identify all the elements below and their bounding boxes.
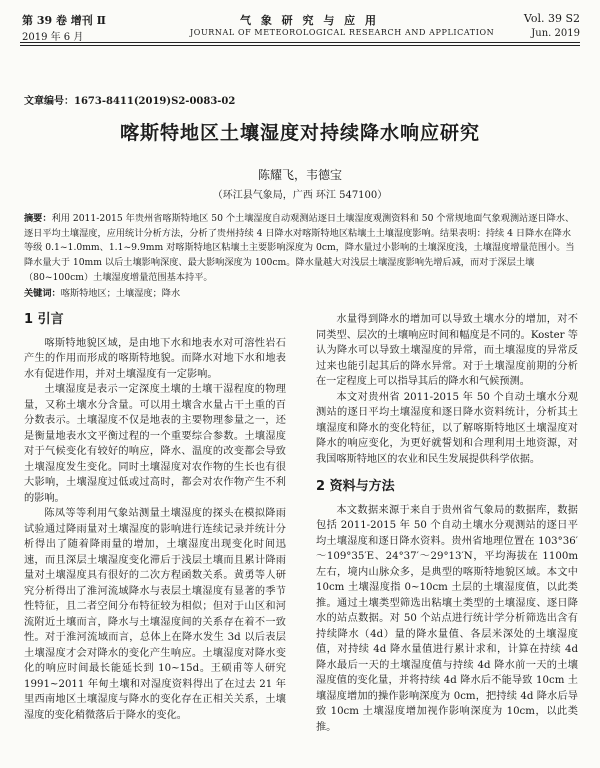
journal-cn: 气 象 研 究 与 应 用: [240, 14, 379, 27]
affiliation: （环江县气象局，广西 环江 547100）: [212, 190, 388, 201]
paragraph: 本文数据来源于来自于贵州省气象局的数据库，数据包括 2011-2015 年 50 个自动土壤水分观测站的逐日平均土壤湿度和逐日降水资料。贵州省地理位置在 103°36′～109°35′E、24°37′～29°13′N，平均海拔在 1100m 左右，境内山脉众多，是典型的喀斯特地貌区域。本文中 10cm 土壤湿度指 0~10cm 土层的土壤湿度值，以此类推。通过土壤类型筛选出粘壤土类型的土壤湿度、逐日降水的站点数据。对 50 个站点进行统计学分析筛选出含有持续降水（4d）量的降水量值、各层米深处的土壤湿度值，对持续 4d 降水量值进行累计求和，计算在持续 4d 降水最后一天的土壤湿度值与持续 4d 降水前一天的土壤湿度值的变化量，并将持续 4d 降水后不能导致 10cm 土壤湿度增加的操作影响深度为 0cm，把持续 4d 降水后导致 10cm 土壤湿度增加视作影响深度为 10cm，以此类推。: [316, 504, 578, 733]
authors: 陈耀飞，韦德宝: [257, 168, 342, 182]
paragraph: 喀斯特地貌区域，是由地下水和地表水对可溶性岩石产生的作用而形成的喀斯特地貌。而降水对地下水和地表水有促进作用，并对土壤湿度有一定影响。: [24, 337, 286, 380]
keywords-label: 关键词：: [24, 288, 61, 299]
abstract: [24, 212, 580, 286]
paragraph: 土壤湿度是表示一定深度土壤的土壤干湿程度的物理量，又称土壤水分含量。可以用土壤含水量占干土重的百分数表示。土壤湿度不仅是地表的主要物理参量之一，还是衡量地表水文平衡过程的一个重要综合参数。土壤湿度对于气候变化有较好的响应，降水、温度的改变都会导致土壤湿度发生变化。同时土壤湿度对农作物的生长也有很大影响，土壤湿度过低或过高时，都会对农作物产生不利的影响。: [24, 384, 286, 504]
right-column: [316, 312, 578, 735]
paragraph: 本文对贵州省 2011-2015 年 50 个自动土壤水分观测站的逐日平均土壤湿度和逐日降水资料统计，分析其土壤湿度和降水的变化特征，以了解喀斯特地区土壤湿度对降水的响应变化，为更好就誓划和合理利用土地资源，对我国喀斯特地区的农业和民生发展提供科学依据。: [316, 391, 578, 465]
section-gap: [316, 467, 578, 479]
volume-cn: 第 39 卷 增刊 Ⅱ: [22, 14, 106, 27]
article-number: 文章编号：1673-8411(2019)S2-0083-02: [24, 96, 236, 107]
header-rule-thick: [20, 42, 580, 43]
paper-title: 喀斯特地区土壤湿度对持续降水响应研究: [119, 122, 480, 144]
header-rule-thin: [20, 45, 580, 46]
running-header: [0, 0, 600, 64]
left-column: [24, 312, 286, 723]
paragraph: 陈凤等等利用气象站测量土壤湿度的探头在模拟降雨试验通过降雨量对土壤湿度的影响进行连续记录并统计分析得出了随着降雨量的增加，土壤湿度出现变化时间迅速，而且深层土壤湿度变化滞后于浅层土壤而且累计降雨量对土壤湿度具有很好的二次方程函数关系。黄勇等人研究分析得出了淮河流域降水与表层土壤湿度有显著的季节性特征，且二者空间分布特征较为相似；但对于山区和河流附近土壤而言，降水与土壤湿度间的关系存在着不一致性。对于淮河流域而言，总体上在降水发生 3d 以后表层土壤湿度才会对降水的变化产生响应。土壤湿度对降水变化的响应时间最长能延长到 10~15d。王硕甫等人研究 1991~2011 年甸土壤和对湿度资料得出了在过去 21 年里西南地区土壤湿度与降水的变化存在正相关关系，土壤湿度的变化稍微落后于降水的变化。: [24, 508, 286, 721]
abstract-label: 摘要：: [24, 213, 52, 224]
volume-en: Vol. 39 S2: [523, 12, 580, 25]
section-heading-introduction: 1 引言: [24, 312, 64, 327]
keywords-text: 喀斯特地区；土壤湿度；降水: [60, 288, 181, 299]
section-heading-data-methods: 2 资料与方法: [316, 479, 395, 494]
keywords: [24, 285, 580, 299]
paragraph: 水量得到降水的增加可以导致土壤水分的增加，对不同类型、层次的土壤响应时间和幅度是不同的。Koster 等认为降水可以导致土壤湿度的异常，而土壤湿度的异常反过来也能引起其后的降水异常。对于土壤湿度前期的分析在一定程度上可以指导其后的降水和气候预测。: [316, 314, 578, 387]
date-cn: 2019 年 6 月: [22, 32, 84, 43]
date-en: Jun. 2019: [531, 28, 580, 39]
journal-en: JOURNAL OF METEOROLOGICAL RESEARCH AND APPLICATION: [190, 28, 495, 37]
abstract-text: 利用 2011-2015 年贵州省喀斯特地区 50 个土壤湿度自动观测站逐日土壤湿度观测资料和 50 个常规地面气象观测站逐日降水、逐日平均土壤湿度，应用统计分析方法，分析了贵州持续 4 日降水对喀斯特地区粘壤土土壤湿度影响。结果表明：持续 4 日降水在降水等级 0.1~1.0mm、1.1~9.9mm 对喀斯特地区粘壤土主要影响深度为 0cm，降水量过小影响的土壤深度浅，土壤湿度增量范围小。当降水量大于 10mm 以后土壤影响深度、最大影响深度为 100cm。降水量越大对浅层土壤湿度影响先增后减，而对于深层土壤（80~100cm）土壤湿度增量范围基本持平。: [24, 213, 575, 283]
